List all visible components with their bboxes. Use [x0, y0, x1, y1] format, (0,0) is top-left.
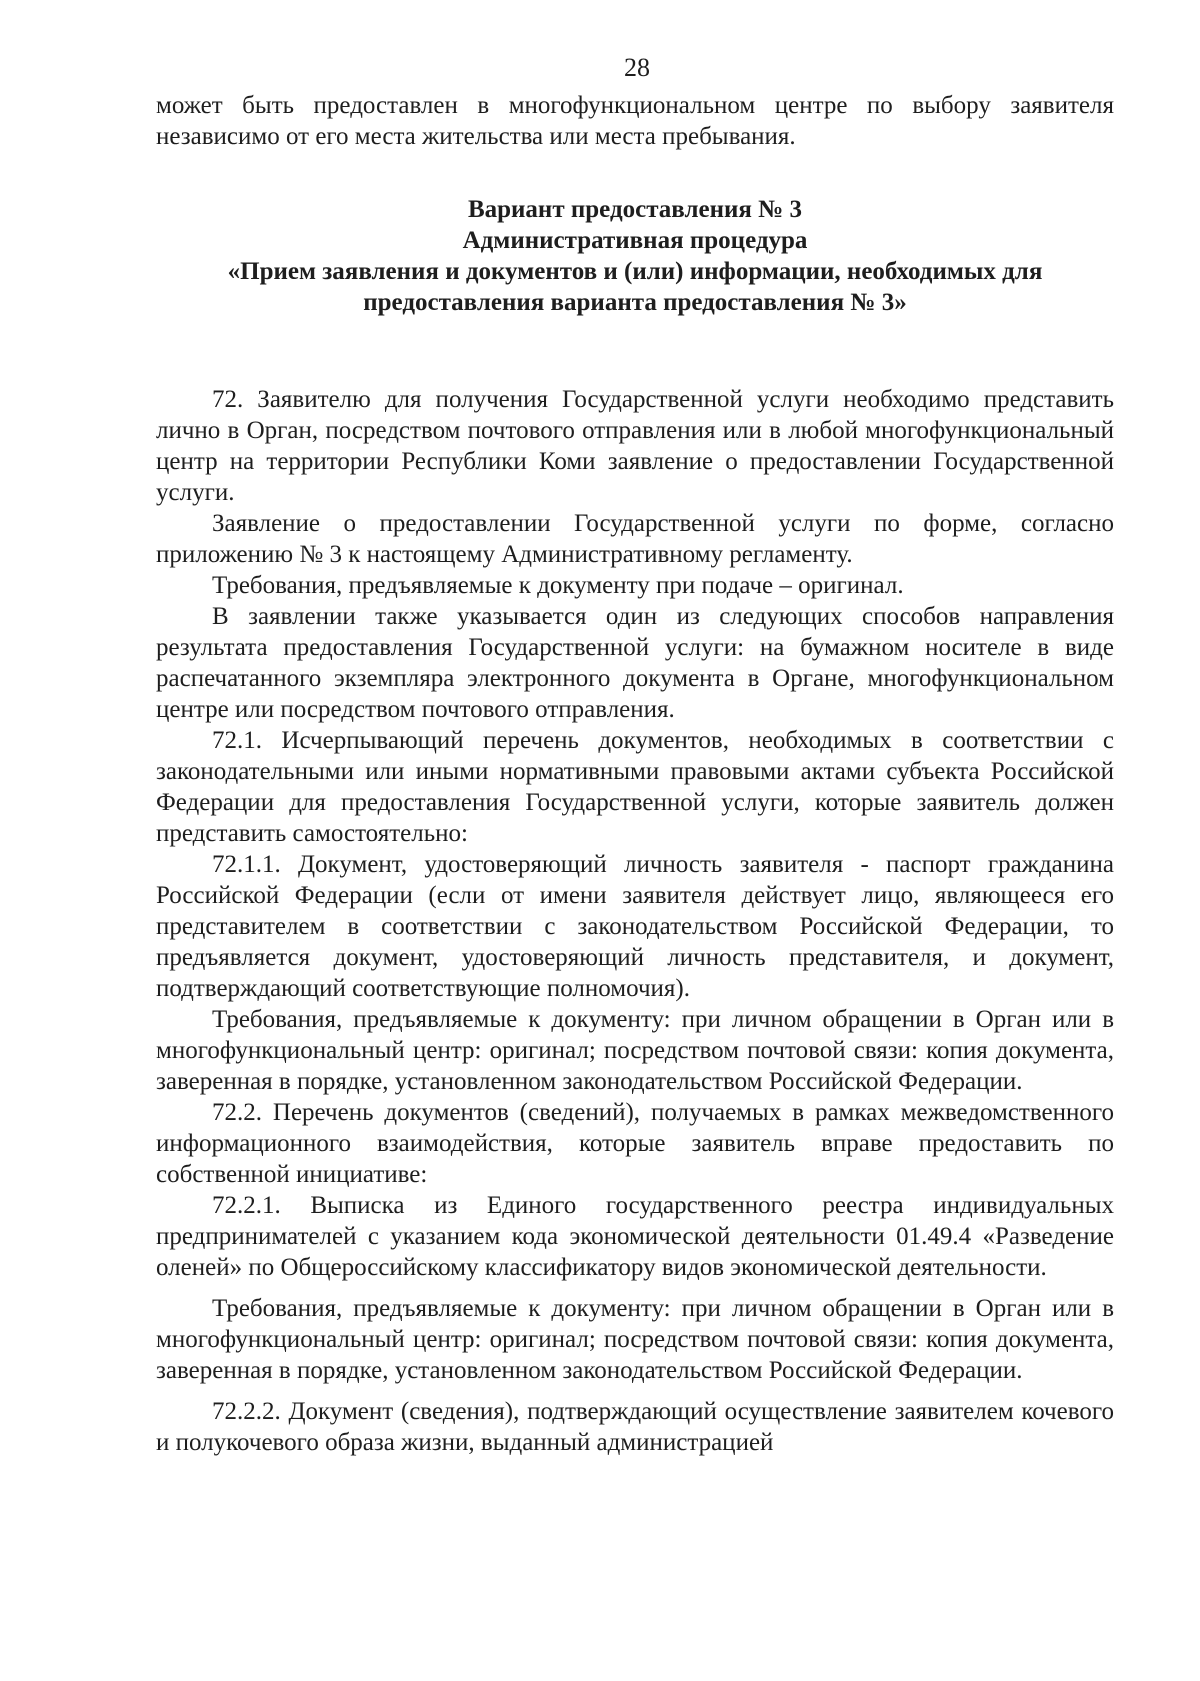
heading-line-2: Административная процедура — [462, 227, 808, 254]
body-text — [156, 384, 1114, 1458]
paragraph-requirements-1: Требования, предъявляемые к документу: при личном обращении в Орган или в многофункциональный центр: оригинал; посредством почтовой связи: копия документа, заверенная в порядке, установленном законодательством Российской Федерации. — [156, 1006, 1114, 1095]
document-page — [156, 50, 1114, 1458]
paragraph-requirements-original: Требования, предъявляемые к документу при подаче – оригинал. — [212, 572, 904, 599]
paragraph-72-2: 72.2. Перечень документов (сведений), получаемых в рамках межведомственного информационного взаимодействия, которые заявитель вправе предоставить по собственной инициативе: — [156, 1099, 1114, 1188]
page-number: 28 — [624, 53, 650, 82]
paragraph-72-1-1: 72.1.1. Документ, удостоверяющий личность заявителя - паспорт гражданина Российской Федерации (если от имени заявителя действует лицо, являющееся его представителем в соответствии с законодательством Российской Федерации, то предъявляется документ, удостоверяющий личность представителя, и документ, подтверждающий соответствующие полномочия). — [156, 851, 1114, 1002]
paragraph-72-2-1: 72.2.1. Выписка из Единого государственного реестра индивидуальных предпринимателей с указанием кода экономической деятельности 01.49.4 «Разведение оленей» по Общероссийскому классификатору видов экономической деятельности. — [156, 1192, 1114, 1281]
paragraph-result-delivery: В заявлении также указывается один из следующих способов направления результата предоставления Государственной услуги: на бумажном носителе в виде распечатанного экземпляра электронного документа в Органе, многофункциональном центре или посредством почтового отправления. — [156, 603, 1114, 723]
paragraph-72: 72. Заявителю для получения Государственной услуги необходимо представить лично в Орган, посредством почтового отправления или в любой многофункциональный центр на территории Республики Коми заявление о предоставлении Государственной услуги. — [156, 386, 1114, 506]
heading-line-3: «Прием заявления и документов и (или) информации, необходимых для предоставления варианта предоставления № 3» — [227, 258, 1043, 316]
section-heading — [156, 194, 1114, 318]
heading-line-1: Вариант предоставления № 3 — [467, 196, 803, 223]
paragraph-72-1: 72.1. Исчерпывающий перечень документов, необходимых в соответствии с законодательными или иными нормативными правовыми актами субъекта Российской Федерации для предоставления Государственной услуги, которые заявитель должен представить самостоятельно: — [156, 727, 1114, 847]
paragraph-requirements-2: Требования, предъявляемые к документу: при личном обращении в Орган или в многофункциональный центр: оригинал; посредством почтовой связи: копия документа, заверенная в порядке, установленном законодательством Российской Федерации. — [156, 1295, 1114, 1384]
paragraph-application-form: Заявление о предоставлении Государственной услуги по форме, согласно приложению № 3 к настоящему Административному регламенту. — [156, 510, 1114, 568]
intro-paragraph: может быть предоставлен в многофункциональном центре по выбору заявителя независимо от его места жительства или места пребывания. — [156, 92, 1114, 150]
paragraph-72-2-2: 72.2.2. Документ (сведения), подтверждающий осуществление заявителем кочевого и полукочевого образа жизни, выданный администрацией — [156, 1398, 1114, 1456]
